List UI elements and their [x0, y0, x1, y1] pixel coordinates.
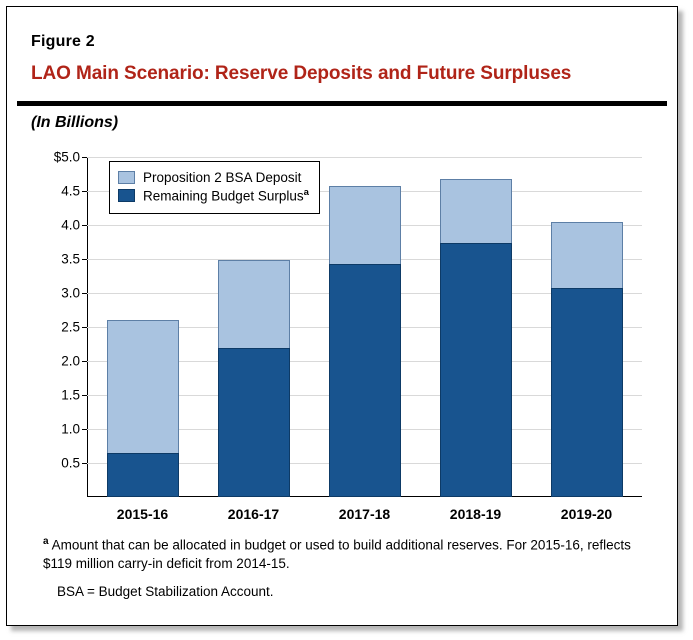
x-axis-tick-label: 2018-19: [449, 506, 502, 522]
y-axis-tick-label: 2.0: [61, 353, 80, 369]
footnote-a: [43, 535, 643, 573]
y-axis-tick-label: 3.0: [61, 285, 80, 301]
bar-segment-remaining-budget-surplus: [440, 243, 512, 497]
footnote-a-text: Amount that can be allocated in budget or used to build additional reserves. For 2015-16, reflects $119 million carry-in deficit from 2014-15.: [43, 537, 631, 571]
figure-container: [6, 6, 678, 626]
units-label: (In Billions): [31, 114, 119, 131]
footnote-bsa: BSA = Budget Stabilization Account.: [57, 584, 274, 599]
legend-label-remaining-budget-surplus: Remaining Budget Surplus$^a$: [143, 187, 309, 204]
bar-segment-prop2-bsa-deposit: [551, 222, 623, 288]
chart-legend: [109, 161, 320, 214]
y-axis-tick-label: 0.5: [61, 455, 80, 471]
bar-segment-prop2-bsa-deposit: [107, 320, 179, 453]
bar-segment-remaining-budget-surplus: [218, 348, 290, 497]
y-axis-tick-label: 1.5: [61, 387, 80, 403]
y-axis-tick-label: 4.0: [61, 217, 80, 233]
x-axis-tick-label: 2015-16: [116, 506, 169, 522]
legend-swatch-icon-light: [118, 171, 135, 184]
bar-segment-remaining-budget-surplus: [329, 264, 401, 497]
bar-segment-prop2-bsa-deposit: [218, 260, 290, 348]
title-divider: [17, 101, 667, 106]
legend-item-remaining-budget-surplus: [118, 187, 309, 204]
y-axis-tick-label: 2.5: [61, 319, 80, 335]
x-axis-tick-label: 2019-20: [560, 506, 613, 522]
bar-group: [551, 157, 623, 522]
figure-title: LAO Main Scenario: Reserve Deposits and Future Surpluses: [31, 63, 572, 84]
figure-label: Figure 2: [31, 33, 95, 50]
bar-segment-prop2-bsa-deposit: [329, 186, 401, 264]
chart-plot-area: [53, 149, 642, 522]
bar-segment-remaining-budget-surplus: [551, 288, 623, 497]
y-axis-tick-label: 3.5: [61, 251, 80, 267]
y-axis-tick-label: 1.0: [61, 421, 80, 437]
x-axis-tick-label: 2016-17: [227, 506, 280, 522]
bar-group: [440, 157, 512, 522]
footnote-marker-a: a: [43, 536, 49, 547]
y-axis-tick-label: 4.5: [61, 183, 80, 199]
x-axis-tick-label: 2017-18: [338, 506, 391, 522]
bar-segment-prop2-bsa-deposit: [440, 179, 512, 242]
legend-label-prop2-bsa-deposit: Proposition 2 BSA Deposit: [143, 170, 302, 185]
legend-item-prop2-bsa-deposit: [118, 170, 309, 185]
legend-footnote-marker: a: [303, 187, 309, 198]
bar-group: [329, 157, 401, 522]
y-axis-tick-label: $5.0: [53, 149, 80, 165]
legend-swatch-icon-dark: [118, 189, 135, 202]
bar-segment-remaining-budget-surplus: [107, 453, 179, 497]
